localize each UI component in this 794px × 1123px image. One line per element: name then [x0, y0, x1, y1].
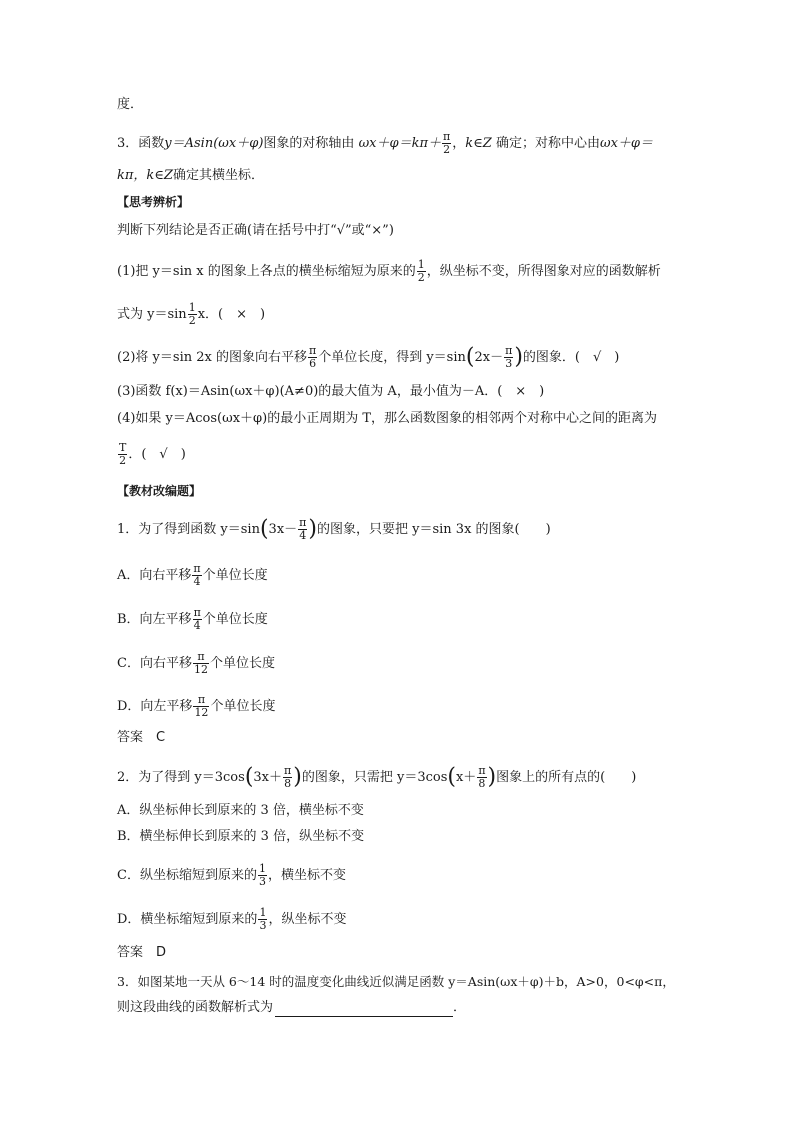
item3-line1: 3．函数y＝Asin(ωx＋φ)图象的对称轴由 ωx＋φ＝kπ＋ $\frac{\pi}{2}$ ，k∈Z 确定；对称中心由ωx＋φ＝ [117, 130, 654, 156]
fraction-pi-over-4: $\frac{\pi}{4}$ [299, 516, 307, 542]
fraction-pi-over-8: $\frac{\pi}{8}$ [284, 764, 292, 790]
answer-blank [275, 1002, 453, 1017]
question-1: 1．为了得到函数 y＝sin(3x－ $\frac{\pi}{4}$ )的图象，只要把 y＝sin 3x 的图象( ) [117, 516, 551, 542]
question-1-option-a: A．向右平移 $\frac{\pi}{4}$ 个单位长度 [117, 562, 268, 588]
fraction-1-over-2: $\frac{1}{2}$ [188, 301, 196, 327]
fraction-pi-over-4: $\frac{\pi}{4}$ [193, 562, 201, 588]
question-2-option-b: B．横坐标伸长到原来的 3 倍，纵坐标不变 [117, 829, 365, 844]
judge-instruction: 判断下列结论是否正确(请在括号中打“√”或“×”) [117, 223, 394, 238]
fraction-pi-over-2: $\frac{\pi}{2}$ [443, 130, 451, 156]
fraction-1-over-2: $\frac{1}{2}$ [417, 258, 425, 284]
fraction-pi-over-6: $\frac{\pi}{6}$ [308, 344, 317, 370]
judge-item-1-line1: (1)把 y＝sin x 的图象上各点的横坐标缩短为原来的 $\frac{1}{2}$ ，纵坐标不变，所得图象对应的函数解析 [117, 258, 661, 284]
question-1-option-d: D．向左平移 $\frac{\pi}{12}$ 个单位长度 [117, 693, 276, 719]
question-2-option-a: A．纵坐标伸长到原来的 3 倍，横坐标不变 [117, 803, 364, 818]
item3-line2: kπ，k∈Z确定其横坐标． [117, 168, 264, 183]
question-2: 2．为了得到 y＝3cos(3x＋ $\frac{\pi}{8}$ )的图象，只需把 y＝3cos(x＋ $\frac{\pi}{8}$ )图象上的所有点的( ) [117, 764, 637, 790]
judge-item-4-line1: (4)如果 y＝Acos(ωx＋φ)的最小正周期为 T，那么函数图象的相邻两个对称中心之间的距离为 [117, 411, 658, 426]
fraction-pi-over-8: $\frac{\pi}{8}$ [478, 764, 486, 790]
fraction-pi-over-12: $\frac{\pi}{12}$ [194, 693, 209, 719]
answer-1: 答案 C [117, 730, 166, 745]
fraction-pi-over-12: $\frac{\pi}{12}$ [193, 650, 208, 676]
judge-item-4-line2: $\frac{T}{2}$ ．( √ ) [119, 441, 186, 467]
section-heading-thinking: 【思考辨析】 [117, 195, 190, 209]
question-2-option-c: C．纵坐标缩短到原来的 $\frac{1}{3}$ ，横坐标不变 [117, 862, 346, 888]
fraction-pi-over-3: $\frac{\pi}{3}$ [505, 344, 513, 370]
fraction-1-over-3: $\frac{1}{3}$ [259, 906, 267, 932]
fraction-1-over-3: $\frac{1}{3}$ [258, 862, 266, 888]
judge-item-3: (3)函数 f(x)＝Asin(ωx＋φ)(A≠0)的最大值为 A，最小值为－A．( × ) [117, 384, 545, 399]
fraction-pi-over-4: $\frac{\pi}{4}$ [193, 606, 201, 632]
question-1-option-b: B．向左平移 $\frac{\pi}{4}$ 个单位长度 [117, 606, 268, 632]
question-3-line1: 3．如图某地一天从 6～14 时的温度变化曲线近似满足函数 y＝Asin(ωx＋φ)＋b，A>0，0<φ<π， [117, 974, 675, 989]
judge-item-2: (2)将 y＝sin 2x 的图象向右平移 $\frac{\pi}{6}$ 个单位长度，得到 y＝sin(2x－ $\frac{\pi}{3}$ )的图象．( √ ) [117, 344, 620, 370]
section-heading-textbook: 【教材改编题】 [117, 484, 202, 498]
question-3-line2: 则这段曲线的函数解析式为 ． [117, 1000, 467, 1015]
judge-item-1-line2: 式为 y＝sin $\frac{1}{2}$ x．( × ) [117, 301, 266, 327]
item3-continuation: 度． [117, 97, 144, 112]
question-1-option-c: C．向右平移 $\frac{\pi}{12}$ 个单位长度 [117, 650, 275, 676]
fraction-T-over-2: $\frac{T}{2}$ [119, 441, 127, 467]
question-2-option-d: D．横坐标缩短到原来的 $\frac{1}{3}$ ，纵坐标不变 [117, 906, 347, 932]
answer-2: 答案 D [117, 945, 167, 960]
